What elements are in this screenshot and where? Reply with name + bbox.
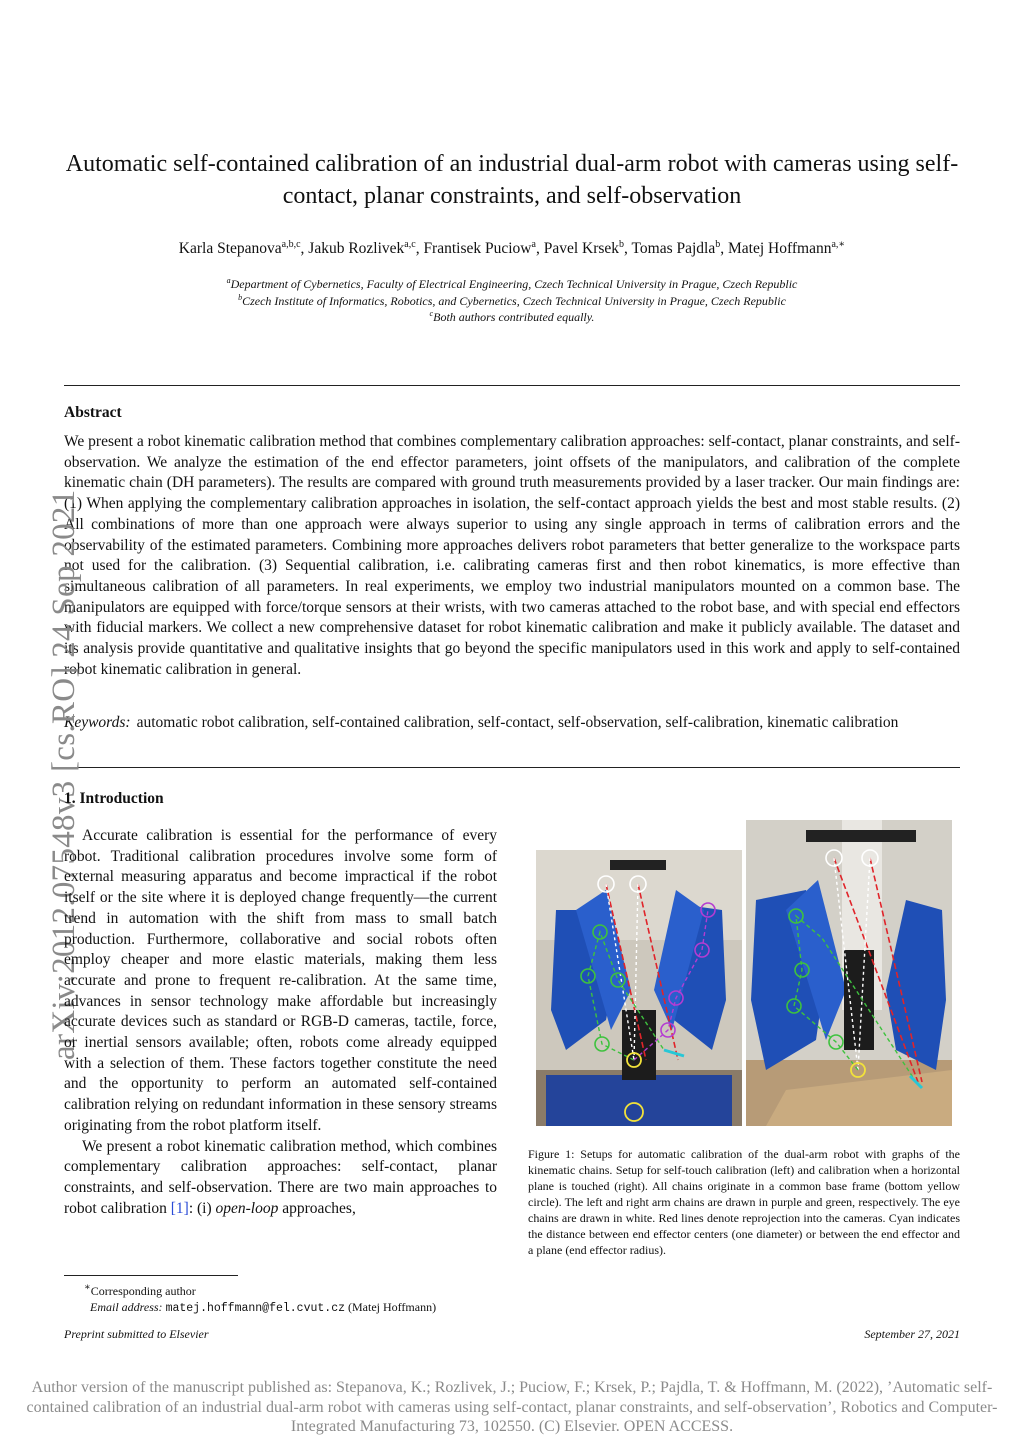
abstract-body: We present a robot kinematic calibration method that combines complementary calibration approaches: self-contact, planar constraints, and self-observation. We analyze the estimation of the end effector parameters, joint offsets of the manipulators, and calibration of the complete kinematic chain (DH parameters). The results are compared with ground truth measurements provided by a laser tracker. Our main findings are: (1) When applying the complementary calibration approaches in isolation, the self-contact approach yields the best and most stable results. (2) All combinations of more than one approach were always superior to using any single approach in terms of calibration errors and the observability of the estimated parameters. Combining more approaches delivers robot parameters that better generalize to the workspace parts not used for the calibration. (3) Sequential calibration, i.e. calibrating cameras first and then robot kinematics, is more effective than simultaneous calibration of all parameters. In real experiments, we employ two industrial manipulators mounted on a common base. The manipulators are equipped with force/torque sensors at their wrists, with two cameras attached to the robot base, and with special end effectors with fiducial markers. We collect a new comprehensive dataset for robot kinematic calibration and make it publicly available. The dataset and its analysis provide quantitative and qualitative insights that go beyond the specific manipulators used in this work and apply to self-contained robot kinematic calibration in general. [64, 433, 960, 678]
figure-self-touch-photo [536, 850, 742, 1126]
email-link[interactable]: matej.hoffmann@fel.cvut.cz [165, 1302, 345, 1315]
arxiv-stamp[interactable] [0, 440, 82, 1080]
author: Matej Hoffmann$^{a,∗}$ [728, 239, 846, 257]
author: Jakub Rozlivek$^{a,c}$, [308, 239, 424, 257]
divider [64, 767, 960, 768]
section-heading: 1. Introduction [64, 790, 164, 807]
affiliation-list [60, 276, 964, 326]
figure-plane-touch-photo [746, 820, 952, 1126]
intro-text [64, 826, 497, 1219]
footer-right: September 27, 2021 [864, 1327, 960, 1341]
author: Pavel Krsek$^b$, [543, 239, 632, 257]
arxiv-stamp-text: arXiv:2012.07548v3 [cs.RO] 24 Sep 2021 [46, 489, 82, 1060]
citation-link[interactable]: [1] [170, 1199, 189, 1217]
keywords-text: automatic robot calibration, self-contained calibration, self-contact, self-observation, self-calibration, kinematic calibration [136, 714, 899, 731]
keywords [64, 713, 960, 734]
author: Tomas Pajdla$^b$, [631, 239, 728, 257]
paragraph: We present a robot kinematic calibration method, which combines complementary calibration approaches: self-contact, planar constraints, and self-observation. There are two main approaches to robot calibration [1]: (i) open-loop approaches, [64, 1137, 497, 1217]
affiliation: $^c$Both authors contributed equally. [429, 309, 595, 324]
author: Karla Stepanova$^{a,b,c}$, [178, 239, 309, 257]
paragraph: Accurate calibration is essential for the performance of every robot. Traditional calibration procedures involve some form of external measuring apparatus and become impractical if the robot itself or the site where it is deployed change frequently—the current trend in automation with the shift from mass to small batch production. Furthermore, collaborative and social robots often employ cheaper and more elastic materials, making them less accurate and prone to frequent re-calibration. At the same time, advances in sensor technology make affordable but increasingly accurate devices such as standard or RGB-D cameras, tactile, force, or inertial sensors available; often, robots come already equipped with a selection of them. These factors together constitute the need and the opportunity to perform an automated self-contained calibration relying on redundant information in these sensory streams originating from the robot platform itself. [64, 827, 497, 1134]
divider [64, 385, 960, 386]
paper-title: Automatic self-contained calibration of an industrial dual-arm robot with cameras using self-contact, planar constraints, and self-observation [65, 151, 959, 209]
author-version-note: Author version of the manuscript published as: Stepanova, K.; Rozlivek, J.; Puciow, F.; Krsek, P.; Pajdla, T. & Hoffmann, M. (2022), ’Automatic self-contained calibration of an industrial dual-arm robot with cameras using self-contact, planar constraints, and self-observation’, Robotics and Computer-Integrated Manufacturing 73, 102550. (C) Elsevier. OPEN ACCESS. [26, 1379, 998, 1435]
author-list [60, 238, 964, 260]
abstract-heading: Abstract [64, 404, 122, 421]
keywords-label: Keywords: [64, 714, 131, 731]
affiliation: $^a$Department of Cybernetics, Faculty of Electrical Engineering, Czech Technical University in Prague, Czech Republic [226, 276, 798, 291]
footnote: ∗Corresponding author Email address: matej.hoffmann@fel.cvut.cz (Matej Hoffmann) [84, 1282, 437, 1315]
figure-caption: Figure 1: Setups for automatic calibration of the dual-arm robot with graphs of the kinematic chains. Setup for self-touch calibration (left) and calibration when a horizontal plane is touched (right). All chains originate in a common base frame (bottom yellow circle). The left and right arm chains are drawn in purple and green, respectively. The eye chains are drawn in white. Red lines denote reprojection into the cameras. Cyan indicates the distance between end effector centers (one diameter) or between the end effector and a plane (end effector radius). [528, 1147, 960, 1257]
footer-left: Preprint submitted to Elsevier [64, 1327, 209, 1341]
author: Frantisek Puciow$^a$, [423, 239, 544, 257]
footnote-divider [64, 1275, 238, 1276]
affiliation: $^b$Czech Institute of Informatics, Robotics, and Cybernetics, Czech Technical University in Prague, Czech Republic [238, 292, 786, 308]
